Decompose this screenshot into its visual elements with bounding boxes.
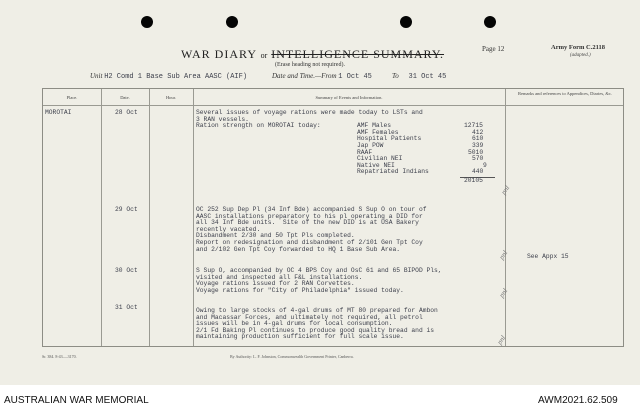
strength-value: 12715 — [464, 122, 483, 130]
strength-label: Hospital Patients — [357, 135, 422, 143]
initials-signature: pnl — [499, 184, 512, 196]
column-divider — [193, 89, 194, 346]
strength-value: 440 — [472, 168, 484, 176]
strength-label: AMF Males — [357, 122, 392, 130]
col-header-place: Place. — [66, 95, 78, 100]
unit-value: H2 Comd 1 Base Sub Area AASC (AIF) — [104, 73, 248, 81]
title-or: or — [260, 51, 268, 60]
initials-signature: pnl — [495, 334, 508, 346]
strength-value: 339 — [472, 142, 484, 149]
footer-printer: By Authority: L. F. Johnston, Commonwealth Government Printer, Canberra. — [230, 354, 354, 359]
remark-appendix: See Appx 15 — [527, 253, 569, 260]
summary-line: issues will be in 4-gal drums for local consumption. — [196, 320, 393, 328]
summary-line: Disbandment 2/30 and 50 Tpt Pls completed. — [196, 232, 355, 240]
summary-line: Ration strength on MOROTAI today: — [196, 122, 321, 130]
col-header-date: Date. — [120, 95, 130, 100]
punch-hole — [141, 16, 153, 28]
page-number: Page 12 — [482, 45, 505, 53]
col-header-summary: Summary of Events and Information. — [315, 95, 383, 100]
entry-date: 29 Oct — [115, 206, 138, 213]
form-number: Army Form C.2118 — [551, 44, 605, 51]
entry-date: 31 Oct — [115, 304, 138, 311]
footer-print-ref: Sr. 384. 8-43.—3170. — [42, 354, 77, 359]
summary-line: visited and inspected all F&L installations. — [196, 273, 363, 281]
punch-hole — [400, 16, 412, 28]
strength-label: AMF Females — [357, 128, 399, 136]
from-value: 1 Oct 45 — [338, 73, 372, 81]
archive-id: AWM2021.62.509 — [538, 395, 618, 406]
entry-date: 28 Oct — [115, 109, 138, 116]
from-label: From — [321, 72, 337, 80]
column-divider — [149, 89, 150, 346]
archive-caption: AUSTRALIAN WAR MEMORIAL — [4, 395, 149, 406]
summary-line: 3 RAN vessels. — [196, 115, 249, 123]
summary-line: S Sup O, accompanied by OC 4 BPS Coy and OsC 61 and 65 BIPOD Pls, — [196, 267, 442, 274]
initials-signature: pnl — [497, 287, 510, 299]
strength-value: 570 — [472, 155, 484, 163]
summary-line: recently vacated. — [196, 225, 261, 233]
to-label: To — [392, 72, 399, 80]
strength-value: 9 — [483, 161, 487, 169]
summary-line: Voyage rations for "City of Philadelphia" issued today. — [196, 286, 404, 294]
date-time-field: Date and Time.—From 1 Oct 45 — [272, 72, 372, 81]
title-note: (Erase heading not required). — [275, 62, 345, 68]
strength-label: Civilian NEI — [357, 155, 403, 163]
col-header-hour: Hour. — [165, 95, 177, 100]
strength-label: Jap POW — [357, 142, 384, 149]
summary-line: Several issues of voyage rations were made today to LSTs and — [196, 109, 423, 116]
entry-place: MOROTAI — [45, 109, 72, 116]
strength-total: 20105 — [464, 177, 483, 184]
column-divider — [505, 89, 506, 346]
summary-line: maintaining production sufficient for full scale issue. — [196, 333, 404, 341]
strength-label: Repatriated Indians — [357, 168, 429, 176]
summary-line: Voyage rations issued for 2 RAN Corvettes. — [196, 280, 355, 288]
summary-line: AASC installations preparatory to his pl operating a DID for — [196, 212, 423, 220]
strength-label: Native NEI — [357, 161, 395, 169]
date-time-label: Date and Time. — [272, 72, 315, 80]
unit-label: Unit — [90, 72, 103, 80]
to-value: 31 Oct 45 — [408, 73, 447, 81]
unit-field — [90, 72, 247, 81]
diary-table — [42, 88, 624, 347]
form-adapted: (adapted.) — [570, 53, 591, 58]
title-intelligence-summary: INTELLIGENCE SUMMARY. — [271, 47, 445, 61]
punch-hole — [484, 16, 496, 28]
summary-line: and Macassar Forces, and ultimately not required, all petrol — [196, 313, 423, 321]
header-divider — [43, 105, 623, 106]
strength-value: 5010 — [468, 148, 484, 156]
summary-line: 2/1 Fd Baking Pl continues to produce good quality bread and is — [196, 326, 435, 334]
strength-value: 610 — [472, 135, 484, 143]
to-field — [392, 72, 446, 81]
form-title — [181, 47, 444, 62]
summary-line: and 2/102 Gen Tpt Coy forwarded to HQ 1 Base Sub Area. — [196, 245, 401, 253]
strength-value: 412 — [472, 128, 484, 136]
punch-hole — [226, 16, 238, 28]
initials-signature: pnl — [497, 249, 510, 261]
title-war-diary: WAR DIARY — [181, 47, 257, 61]
summary-line: all 34 Inf Bde units. Site of the new DID is at USA Bakery — [196, 219, 419, 227]
entry-date: 30 Oct — [115, 267, 138, 274]
summary-line: Owing to large stocks of 4-gal drums of MT 80 prepared for Ambon — [196, 307, 438, 314]
summary-line: Report on redesignation and disbandment of 2/101 Gen Tpt Coy — [196, 239, 423, 246]
summary-line: OC 252 Sup Dep Pl (34 Inf Bde) accompanied S Sup O on tour of — [196, 206, 427, 213]
strength-label: RAAF — [357, 148, 373, 156]
col-header-remarks: Remarks and references to Appendices, Diaries, &c. — [517, 91, 613, 96]
column-divider — [101, 89, 102, 346]
